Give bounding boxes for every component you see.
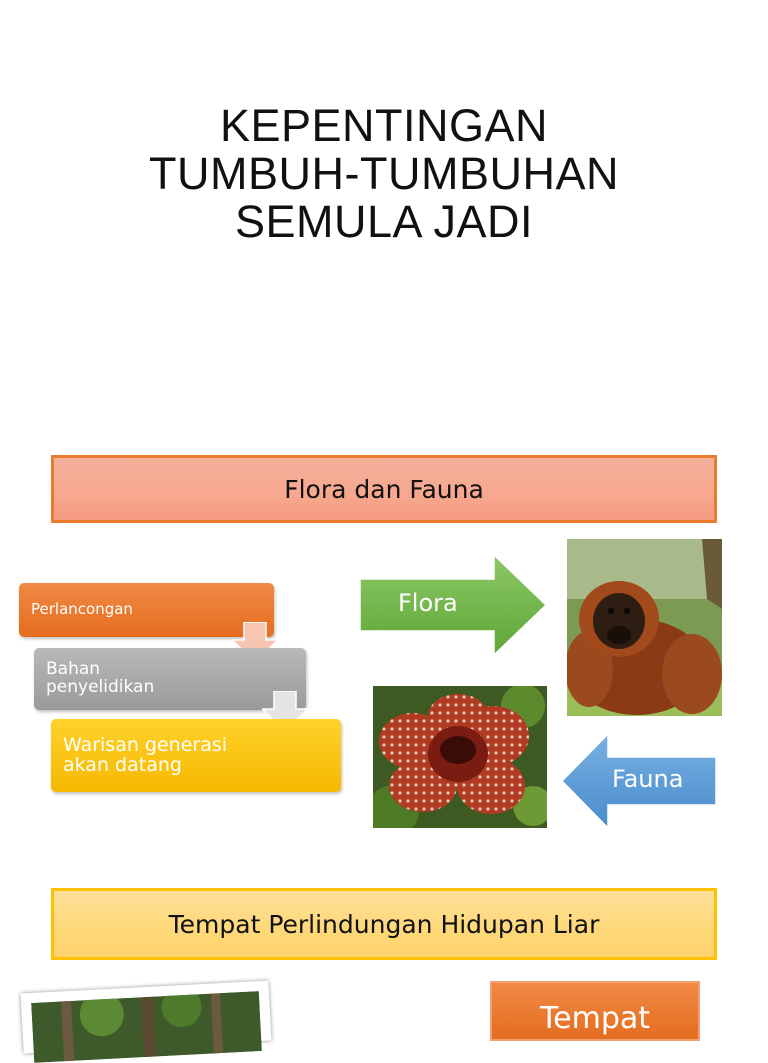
step-3-label: Warisan generasi akan datang [63, 733, 228, 776]
forest-photo [31, 991, 262, 1063]
forest-photo-frame [21, 981, 272, 1054]
fauna-arrow [560, 732, 718, 830]
fauna-label: Fauna [612, 765, 684, 793]
page-title [84, 102, 684, 246]
title-line-1: KEPENTINGAN [219, 100, 549, 151]
step-1-label: Perlancongan [31, 600, 133, 619]
tempat-box [490, 981, 700, 1041]
title-line-2: TUMBUH-TUMBUHAN [149, 148, 619, 199]
banner-flora-dan-fauna [51, 455, 717, 523]
rafflesia-photo [373, 686, 547, 828]
step-warisan-generasi [51, 719, 341, 792]
banner-flora-label: Flora dan Fauna [284, 474, 484, 504]
banner-tempat-perlindungan [51, 888, 717, 960]
title-line-3: SEMULA JADI [234, 196, 534, 247]
tempat-box-label: Tempat [539, 1001, 651, 1036]
banner-tempat-label: Tempat Perlindungan Hidupan Liar [168, 909, 600, 939]
flora-label: Flora [398, 589, 458, 617]
orangutan-photo [567, 539, 722, 716]
flora-arrow [358, 553, 548, 657]
step-2-label: Bahan penyelidikan [46, 659, 155, 697]
